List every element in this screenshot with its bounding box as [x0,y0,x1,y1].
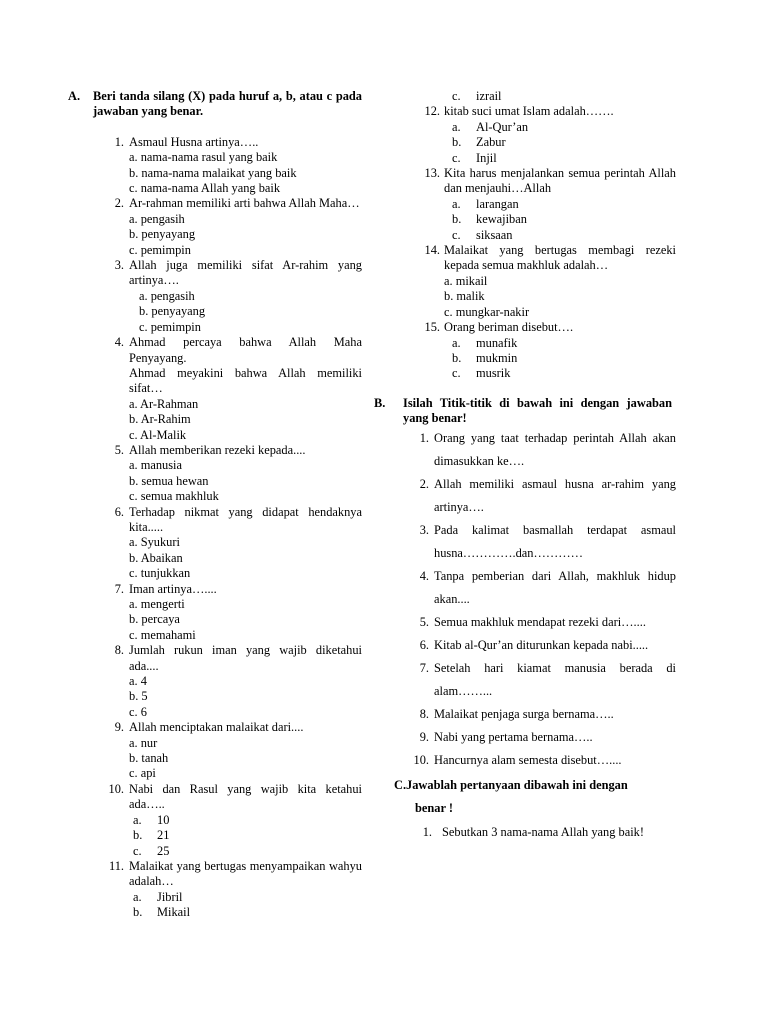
fill-item-text: Tanpa pemberian dari Allah, makhluk hidup akan.... [434,568,676,606]
essay-item-text: Sebutkan 3 nama-nama Allah yang baik! [442,824,644,839]
option-b[interactable]: b. 5 [129,689,148,704]
option-a[interactable]: a. Al-Qur’an [452,119,529,134]
option-a[interactable]: a. pengasih [129,211,185,226]
option-a[interactable]: a. Syukuri [129,535,180,550]
question-number: 2. [114,196,124,211]
question-number: 11. [108,858,124,873]
option-a[interactable]: a. manusia [129,458,182,473]
option-b[interactable]: b. percaya [129,612,180,627]
option-b[interactable]: b. mukmin [452,350,518,365]
option-b[interactable]: b. kewajiban [452,212,527,227]
question-2 [68,196,362,258]
question-number: 15. [424,320,440,335]
question-3 [68,258,362,335]
option-b[interactable]: b. nama-nama malaikat yang baik [129,165,297,180]
option-a[interactable]: a. munafik [452,335,518,350]
fill-item-5: 5. Semua makhluk mendapat rezeki dari….... [419,614,646,629]
fill-item-6: 6. Kitab al-Qur’an diturunkan kepada nabi..... [419,637,649,652]
section-c-instruction: C.Jawablah pertanyaan dibawah ini dengan [394,777,628,792]
question-10 [68,782,362,859]
section-c-instruction-continued: benar ! [415,800,453,815]
question-14 [378,243,676,320]
option-b[interactable]: b. malik [444,289,485,304]
fill-item-text: Orang yang taat terhadap perintah Allah akan dimasukkan ke…. [434,430,676,468]
question-13 [378,166,676,243]
option-c[interactable]: c. musrik [452,366,511,381]
option-c[interactable]: c. izrail [452,89,502,103]
option-c[interactable]: c. mungkar-nakir [444,304,530,319]
question-text: Allah menciptakan malaikat dari.... [129,720,304,735]
section-c-heading [378,774,676,820]
question-text: Allah memberikan rezeki kepada.... [129,442,306,457]
question-text: Asmaul Husna artinya….. [129,134,259,149]
question-text: Orang beriman disebut…. [444,320,574,335]
option-b[interactable]: b. penyayang [139,304,206,319]
question-text: Ar-rahman memiliki arti bahwa Allah Maha… [129,196,360,211]
question-text: Jumlah rukun iman yang wajib diketahui ada.... [129,643,362,673]
section-c [378,774,676,844]
question-number: 9. [114,720,124,735]
fill-item-text: Semua makhluk mendapat rezeki dari….... [434,614,646,629]
question-number: 12. [424,104,440,119]
fill-item-3: 3. Pada kalimat basmallah terdapat asmaul husna………….dan………… [419,522,676,560]
section-b-heading [374,396,672,427]
option-c[interactable]: c. semua makhluk [129,489,219,504]
option-b[interactable]: b. Abaikan [129,550,183,565]
option-c[interactable]: c. pemimpin [129,242,191,257]
question-12 [378,104,676,166]
section-b-letter: B. [374,395,386,410]
question-11 [68,859,362,921]
fill-item-text: Hancurnya alam semesta disebut….... [434,752,622,767]
question-text: Iman artinya….... [129,581,217,596]
section-b [374,395,676,772]
left-column [68,0,362,921]
question-11-continued [378,89,676,104]
question-number: 4. [114,335,124,350]
option-b[interactable]: b. penyayang [129,227,196,242]
option-b[interactable]: b. 21 [133,828,170,843]
option-a[interactable]: a. nama-nama rasul yang baik [129,150,278,165]
fill-item-text: Kitab al-Qur’an diturunkan kepada nabi..... [434,637,649,652]
option-a[interactable]: a. mikail [444,273,488,288]
question-7 [68,582,362,644]
fill-item-7: 7. Setelah hari kiamat manusia berada di alam……... [419,660,676,698]
question-8 [68,643,362,720]
option-a[interactable]: a. 4 [129,674,147,689]
option-c[interactable]: c. nama-nama Allah yang baik [129,181,281,196]
fill-item-text: Pada kalimat basmallah terdapat asmaul husna………….dan………… [434,522,676,560]
question-text: Kita harus menjalankan semua perintah Allah dan menjauhi…Allah [444,166,676,196]
fill-item-text: Nabi yang pertama bernama….. [434,729,593,744]
fill-item-8: 8. Malaikat penjaga surga bernama….. [419,706,614,721]
option-b[interactable]: b. semua hewan [129,473,209,488]
question-number: 14. [424,243,440,258]
question-6 [68,505,362,582]
section-b-instruction: Isilah Titik-titik di bawah ini dengan jawaban yang benar! [403,395,672,426]
question-number: 6. [114,504,124,519]
right-column [374,0,676,844]
option-a[interactable]: a. nur [129,735,158,750]
question-number: 7. [114,581,124,596]
question-4 [68,335,362,443]
question-number: 1. [114,134,124,149]
question-1 [68,135,362,197]
option-c[interactable]: c. 6 [129,704,147,719]
option-c[interactable]: c. pemimpin [139,319,201,334]
option-a[interactable]: a. larangan [452,196,519,211]
option-a[interactable]: a. pengasih [139,288,195,303]
option-c[interactable]: c. siksaan [452,227,513,242]
question-text: Nabi dan Rasul yang wajib kita ketahui ada….. [129,781,362,812]
option-c[interactable]: c. api [129,766,156,781]
fill-item-text: Allah memiliki asmaul husna ar-rahim yang artinya…. [434,476,676,514]
question-text: Allah juga memiliki sifat Ar-rahim yang artinya…. [129,258,362,288]
question-number: 10. [108,781,124,796]
option-b[interactable]: b. Mikail [133,905,191,920]
section-a-heading [68,89,362,120]
fill-item-2: 2. Allah memiliki asmaul husna ar-rahim yang artinya…. [419,476,676,514]
question-number: 5. [114,442,124,457]
fill-item-text: Malaikat penjaga surga bernama….. [434,706,614,721]
option-a[interactable]: a. Jibril [133,889,183,904]
section-a-letter: A. [68,89,81,103]
fill-item-10: 10. Hancurnya alam semesta disebut….... [413,752,622,767]
option-c[interactable]: c. 25 [133,843,170,858]
option-a[interactable]: a. mengerti [129,597,185,611]
fill-item-1: 1. Orang yang taat terhadap perintah Allah akan dimasukkan ke…. [419,430,676,468]
question-15 [378,320,676,382]
question-text: Malaikat yang bertugas membagi rezeki kepada semua makhluk adalah… [444,243,676,273]
option-a[interactable]: a. Ar-Rahman [129,396,199,411]
option-c[interactable]: c. memahami [129,627,196,642]
option-c[interactable]: c. Injil [452,150,497,165]
question-number: 3. [114,258,124,273]
fill-item-9: 9. Nabi yang pertama bernama….. [419,729,593,744]
fill-item-text: Setelah hari kiamat manusia berada di alam……... [434,660,676,698]
question-text-continued: Ahmad meyakini bahwa Allah memiliki sifat… [129,365,362,396]
question-9 [68,720,362,782]
question-text: kitab suci umat Islam adalah……. [444,104,614,119]
option-a[interactable]: a. 10 [133,812,170,827]
question-number: 13. [424,166,440,181]
option-c[interactable]: c. Al-Malik [129,427,187,442]
question-text: Ahmad percaya bahwa Allah Maha Penyayang. [129,335,362,365]
option-b[interactable]: b. Zabur [452,135,506,150]
question-text: Terhadap nikmat yang didapat hendaknya kita..... [129,504,362,534]
question-number: 8. [114,643,124,658]
fill-item-4: 4. Tanpa pemberian dari Allah, makhluk hidup akan.... [419,568,676,606]
option-b[interactable]: b. tanah [129,751,169,766]
section-a-instruction: Beri tanda silang (X) pada huruf a, b, atau c pada jawaban yang benar. [93,89,362,119]
question-text: Malaikat yang bertugas menyampaikan wahyu adalah… [129,858,362,889]
option-b[interactable]: b. Ar-Rahim [129,412,191,427]
option-c[interactable]: c. tunjukkan [129,566,191,581]
question-5 [68,443,362,505]
essay-item-1: 1. Sebutkan 3 nama-nama Allah yang baik! [422,824,644,839]
